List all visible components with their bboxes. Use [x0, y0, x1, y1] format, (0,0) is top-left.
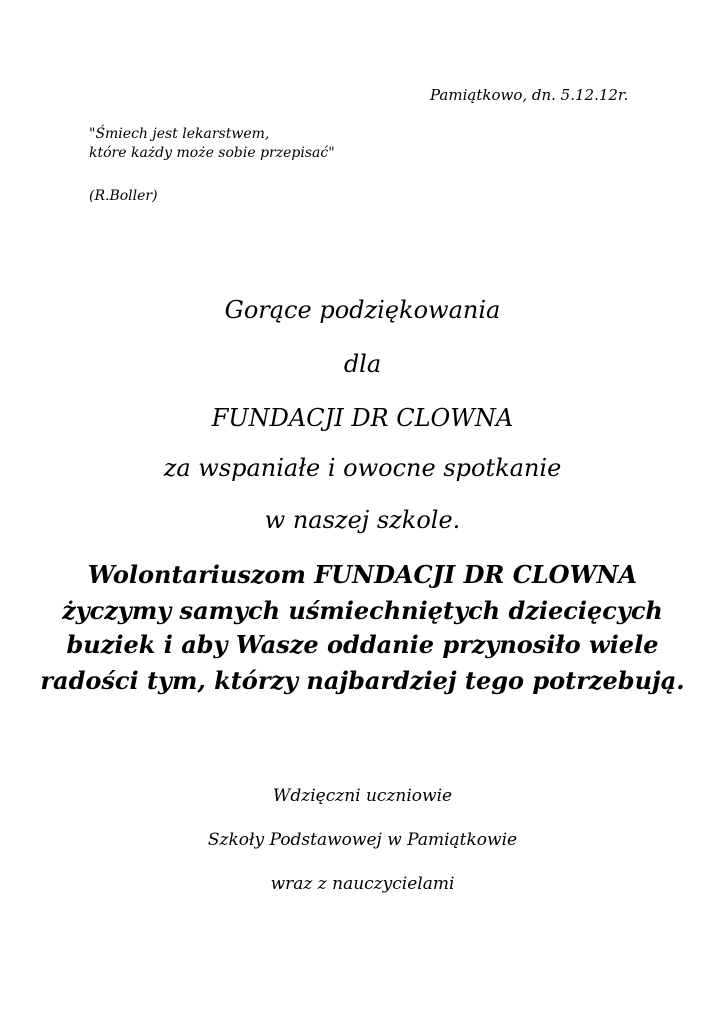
quote-author: (R.Boller) — [89, 188, 158, 204]
wish-line-2: życzymy samych uśmiechniętych dziecięcych — [62, 596, 663, 625]
wish-line-4: radości tym, którzy najbardziej tego potrzebują. — [40, 666, 685, 695]
quote-block — [89, 125, 335, 163]
thanks-for: dla — [343, 350, 382, 378]
signature-line-3: wraz z nauczycielami — [270, 874, 455, 894]
quote-line-2: które każdy może sobie przepisać" — [89, 145, 335, 161]
wish-line-1: Wolontariuszom FUNDACJI DR CLOWNA — [87, 560, 638, 589]
thanks-meeting: za wspaniałe i owocne spotkanie — [163, 454, 562, 482]
wish-line-3: buziek i aby Wasze oddanie przynosiło wiele — [66, 630, 659, 659]
thanks-heading: Gorące podziękowania — [224, 296, 501, 324]
thanks-foundation-name: FUNDACJI DR CLOWNA — [211, 404, 514, 432]
thanks-school: w naszej szkole. — [264, 506, 461, 534]
signature-line-2: Szkoły Podstawowej w Pamiątkowie — [207, 830, 518, 850]
quote-line-1: "Śmiech jest lekarstwem, — [89, 126, 270, 142]
date-line: Pamiątkowo, dn. 5.12.12r. — [430, 86, 629, 104]
signature-line-1: Wdzięczni uczniowie — [272, 786, 453, 806]
